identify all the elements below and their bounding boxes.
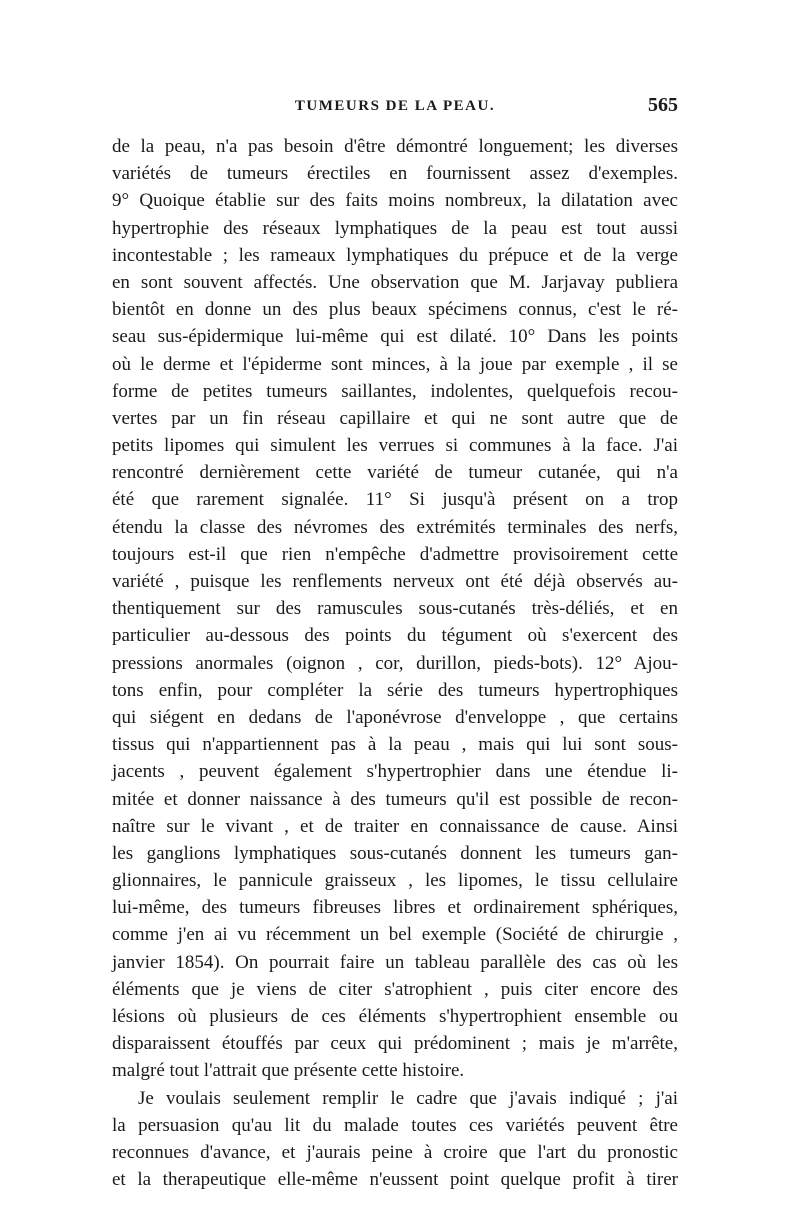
text-line: reconnues d'avance, et j'aurais peine à croire que l'art du pronostic [112, 1141, 678, 1163]
text-line: la persuasion qu'au lit du malade toutes ces variétés peuvent être [112, 1114, 678, 1136]
text-line: petits lipomes qui simulent les verrues si communes à la face. J'ai [112, 435, 678, 457]
text-line: variétés de tumeurs érectiles en fournissent assez d'exemples. [112, 163, 678, 185]
body-text [112, 133, 678, 1193]
text-line: toujours est-il que rien n'empêche d'admettre provisoirement cette [112, 543, 678, 565]
paragraph-start-line: Je voulais seulement remplir le cadre que j'avais indiqué ; j'ai [138, 1087, 678, 1109]
page-number: 565 [648, 94, 678, 116]
text-line: tissus qui n'appartiennent pas à la peau , mais qui lui sont sous- [112, 734, 678, 756]
text-line: de la peau, n'a pas besoin d'être démontré longuement; les diverses [112, 136, 678, 157]
text-line: vertes par un fin réseau capillaire et qui ne sont autre que de [112, 407, 678, 429]
text-line: disparaissent étouffés par ceux qui prédominent ; mais je m'arrête, [112, 1033, 678, 1055]
text-line: été que rarement signalée. 11° Si jusqu'à présent on a trop [112, 489, 678, 511]
text-line: lésions où plusieurs de ces éléments s'hypertrophient ensemble ou [112, 1006, 678, 1027]
text-line: naître sur le vivant , et de traiter en connaissance de cause. Ainsi [112, 815, 678, 837]
text-line: particulier au-dessous des points du tégument où s'exercent des [112, 625, 678, 647]
text-line: glionnaires, le pannicule graisseux , les lipomes, le tissu cellulaire [112, 870, 678, 892]
text-line: éléments que je viens de citer s'atrophient , puis citer encore des [112, 978, 678, 1000]
text-line: thentiquement sur des ramuscules sous-cutanés très-déliés, et en [112, 598, 678, 620]
text-line: lui-même, des tumeurs fibreuses libres et ordinairement sphériques, [112, 897, 678, 919]
text-line: incontestable ; les rameaux lymphatiques du prépuce et de la verge [112, 244, 678, 266]
text-line: variété , puisque les renflements nerveux ont été déjà observés au- [112, 571, 678, 592]
text-line: qui siégent en dedans de l'aponévrose d'enveloppe , que certains [112, 706, 678, 728]
text-line: hypertrophie des réseaux lymphatiques de la peau est tout aussi [112, 217, 678, 239]
text-line: où le derme et l'épiderme sont minces, à la joue par exemple , il se [112, 353, 678, 375]
text-line: jacents , peuvent également s'hypertrophier dans une étendue li- [112, 761, 678, 783]
paragraph-end-line: malgré tout l'attrait que présente cette histoire. [112, 1060, 465, 1082]
text-line: 9° Quoique établie sur des faits moins nombreux, la dilatation avec [112, 190, 678, 212]
text-line: seau sus-épidermique lui-même qui est dilaté. 10° Dans les points [112, 326, 678, 348]
text-line: rencontré dernièrement cette variété de tumeur cutanée, qui n'a [112, 462, 678, 484]
page-header [112, 94, 678, 128]
text-line: mitée et donner naissance à des tumeurs qu'il est possible de recon- [112, 788, 678, 810]
text-line: bientôt en donne un des plus beaux spécimens connus, c'est le ré- [112, 299, 678, 321]
text-line: tons enfin, pour compléter la série des tumeurs hypertrophiques [112, 679, 678, 701]
text-line: comme j'en ai vu récemment un bel exemple (Société de chirurgie , [112, 924, 678, 946]
text-line: janvier 1854). On pourrait faire un tableau parallèle des cas où les [112, 951, 678, 973]
text-line: et la therapeutique elle-même n'eussent point quelque profit à tirer [112, 1169, 678, 1191]
text-line: en sont souvent affectés. Une observation que M. Jarjavay publiera [112, 271, 678, 293]
running-title: TUMEURS DE LA PEAU. [294, 98, 496, 114]
text-line: forme de petites tumeurs saillantes, indolentes, quelquefois recou- [112, 380, 678, 402]
text-line: étendu la classe des névromes des extrémités terminales des nerfs, [112, 516, 678, 538]
text-line: les ganglions lymphatiques sous-cutanés donnent les tumeurs gan- [112, 842, 678, 864]
text-line: pressions anormales (oignon , cor, durillon, pieds-bots). 12° Ajou- [112, 652, 678, 674]
